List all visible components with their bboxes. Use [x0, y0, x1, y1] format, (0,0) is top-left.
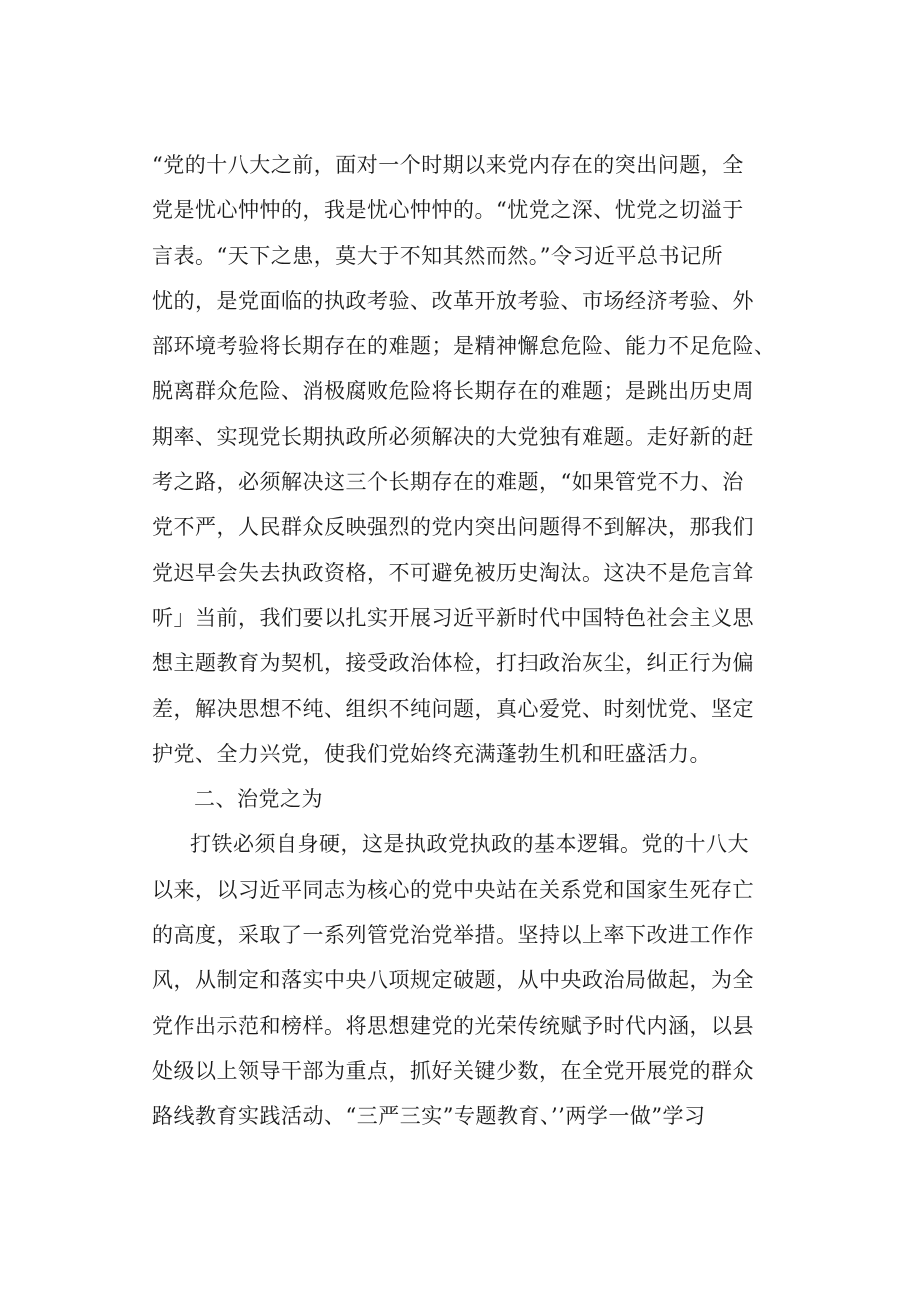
document-body — [152, 143, 802, 1140]
paragraph-line: 差，解决思想不纯、组织不纯问题，真心爱党、时刻忧党、坚定 — [152, 696, 754, 721]
paragraph-line: 护党、全力兴党，使我们党始终充满蓬勃生机和旺盛活力。 — [152, 741, 711, 766]
paragraph-line: 处级以上领导干部为重点，抓好关键少数，在全党开展党的群众 — [152, 1058, 754, 1083]
paragraph-1 — [152, 143, 802, 777]
paragraph-line: 党是忧心忡忡的，我是忧心忡忡的。“忧党之深、忧党之切溢于 — [152, 198, 744, 223]
paragraph-line: 部环境考验将长期存在的难题；是精神懈怠危险、能力不足危险、 — [152, 334, 776, 359]
paragraph-line: 打铁必须自身硬，这是执政党执政的基本逻辑。党的十八大 — [190, 832, 749, 857]
paragraph-line: “党的十八大之前，面对一个时期以来党内存在的突出问题，全 — [152, 153, 744, 177]
paragraph-line: 党不严，人民群众反映强烈的党内突出问题得不到解决，那我们 — [152, 515, 754, 540]
paragraph-line: 忧的，是党面临的执政考验、改革开放考验、市场经济考验、外 — [152, 288, 754, 313]
paragraph-line: 考之路，必须解决这三个长期存在的难题，“如果管党不力、治 — [152, 470, 744, 495]
paragraph-2 — [152, 822, 802, 1139]
paragraph-line: 脱离群众危险、消极腐败危险将长期存在的难题；是跳出历史周 — [152, 379, 754, 404]
paragraph-line: 想主题教育为契机，接受政治体检，打扫政治灰尘，纠正行为偏 — [152, 651, 754, 676]
paragraph-line: 的高度，采取了一系列管党治党举措。坚持以上率下改进工作作 — [152, 923, 754, 948]
paragraph-line: 党作出示范和榜样。将思想建党的光荣传统赋予时代内涵，以县 — [152, 1013, 754, 1038]
paragraph-line: 党迟早会失去执政资格，不可避免被历史淘汰。这决不是危言耸 — [152, 560, 754, 585]
section-heading: 二、治党之为 — [194, 787, 323, 812]
paragraph-line: 以来，以习近平同志为核心的党中央站在关系党和国家生死存亡 — [152, 877, 754, 902]
paragraph-line: 风，从制定和落实中央八项规定破题，从中央政治局做起，为全 — [152, 968, 754, 993]
paragraph-line: 路线教育实践活动、“三严三实”专题教育、’’两学一做”学习 — [152, 1104, 706, 1129]
paragraph-line: 期率、实现党长期执政所必须解决的大党独有难题。走好新的赶 — [152, 424, 754, 449]
paragraph-line: 听」当前，我们要以扎实开展习近平新时代中国特色社会主义思 — [152, 605, 754, 630]
paragraph-line: 言表。“天下之患，莫大于不知其然而然。”令习近平总书记所 — [152, 243, 723, 268]
